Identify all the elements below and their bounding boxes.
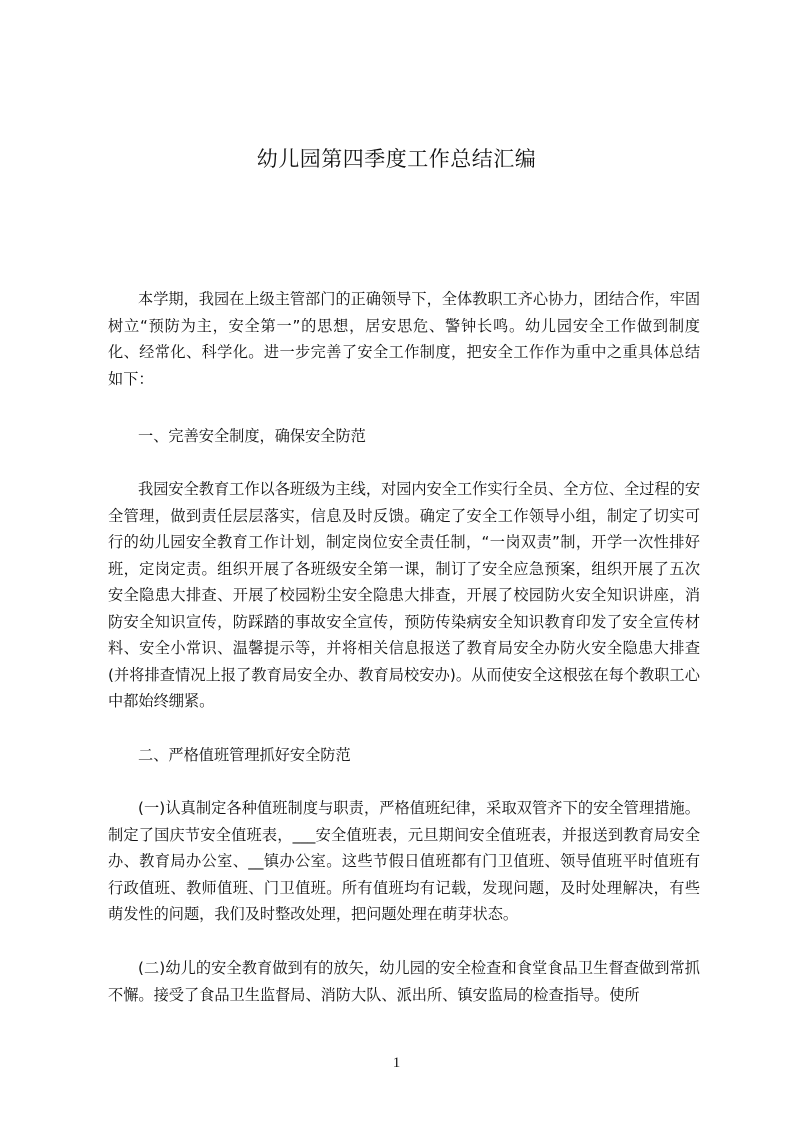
section-2-item-2-paragraph: (二)幼儿的安全教育做到有的放矢，幼儿园的安全检查和食堂食品卫生督查做到常抓不懈。接受了食品卫生监督局、消防大队、派出所、镇安监局的检查指导。使所 bbox=[108, 959, 700, 1004]
intro-paragraph: 本学期，我园在上级主管部门的正确领导下，全体教职工齐心协力，团结合作，牢固树立“预防为主，安全第一”的思想，居安思危、警钟长鸣。幼儿园安全工作做到制度化、经常化、科学化。进一步完善了安全工作制度，把安全工作作为重中之重具体总结如下： bbox=[108, 290, 700, 388]
section-1-paragraph: 我园安全教育工作以各班级为主线，对园内安全工作实行全员、全方位、全过程的安全管理，做到责任层层落实，信息及时反馈。确定了安全工作领导小组，制定了切实可行的幼儿园安全教育工作计划，制定岗位安全责任制，“一岗双责”制，开学一次性排好班，定岗定责。组织开展了各班级安全第一课，制订了安全应急预案，组织开展了五次安全隐患大排查、开展了校园粉尘安全隐患大排查，开展了校园防火安全知识讲座，消防安全知识宣传，防踩踏的事故安全宣传，预防传染病安全知识教育印发了安全宣传材料、安全小常识、温馨提示等，并将相关信息报送了教育局安全办防火安全隐患大排查(并将排查情况上报了教育局安全办、教育局校安办)。从而使安全这根弦在每个教职工心中都始终绷紧。 bbox=[108, 480, 700, 710]
section-1-heading: 一、完善安全制度，确保安全防范 bbox=[138, 427, 366, 445]
page-number: 1 bbox=[392, 1055, 401, 1071]
document-title: 幼儿园第四季度工作总结汇编 bbox=[256, 147, 537, 171]
section-2-heading: 二、严格值班管理抓好安全防范 bbox=[138, 746, 351, 764]
section-2-item-1-paragraph: (一)认真制定各种值班制度与职责，严格值班纪律，采取双管齐下的安全管理措施。制定了国庆节安全值班表，___安全值班表，元旦期间安全值班表，并报送到教育局安全办、教育局办公室、__镇办公室。这些节假日值班都有门卫值班、领导值班平时值班有行政值班、教师值班、门卫值班。所有值班均有记载，发现问题，及时处理解决，有些萌发性的问题，我们及时整改处理，把问题处理在萌芽状态。 bbox=[108, 799, 700, 923]
